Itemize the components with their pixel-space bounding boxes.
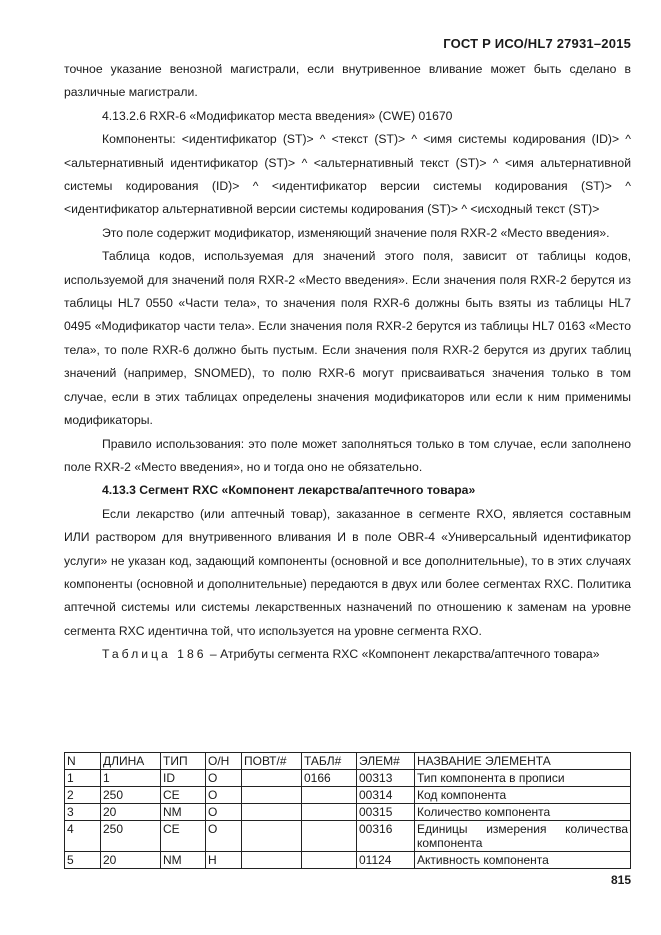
header-cell: ЭЛЕМ# xyxy=(357,753,415,770)
header-cell: НАЗВАНИЕ ЭЛЕМЕНТА xyxy=(415,753,631,770)
table-cell: О xyxy=(206,787,242,804)
table-cell xyxy=(242,852,302,869)
table-cell: 5 xyxy=(65,852,101,869)
section-heading-4-13-3: 4.13.3 Сегмент RXC «Компонент лекарства/аптечного товара» xyxy=(102,483,476,498)
table-row xyxy=(65,852,631,869)
table-cell: 250 xyxy=(101,821,161,852)
table-cell: 1 xyxy=(65,770,101,787)
document-header: ГОСТ Р ИСО/HL7 27931–2015 xyxy=(443,36,631,51)
header-cell: ТАБЛ# xyxy=(302,753,357,770)
table-cell: CE xyxy=(161,787,206,804)
table-cell xyxy=(242,770,302,787)
table-caption-text: – Атрибуты сегмента RXC «Компонент лекарства/аптечного товара» xyxy=(209,647,600,662)
table-cell: О xyxy=(206,821,242,852)
header-cell: ДЛИНА xyxy=(101,753,161,770)
header-cell: О/Н xyxy=(206,753,242,770)
paragraph: Если лекарство (или аптечный товар), заказанное в сегменте RXO, является составным ИЛИ раствором для внутривенного вливания И в поле OBR-4 «Универсальный идентификатор услуги» не указан код, задающий компоненты (основной и все дополнительные), то в этих случаях компоненты (основной и дополнительные) передаются в двух или более сегментах RXC. Политика аптечной системы или системы лекарственных назначений по отношению к заменам на уровне сегмента RXC идентична той, что используется на уровне сегмента RXO. xyxy=(64,506,631,638)
paragraph: Таблица кодов, используемая для значений этого поля, зависит от таблицы кодов, используемой для значений поля RXR-2 «Место введения». Если значения поля RXR-2 берутся из таблицы HL7 0550 «Части тела», то значения поля RXR-6 должны быть взяты из таблицы HL7 0495 «Модификатор части тела». Если значения поля RXR-2 берутся из таблицы HL7 0163 «Место тела», то поле RXR-6 должно быть пустым. Если значения поля RXR-2 берутся из других таблиц значений (например, SNOMED), то полю RXR-6 могут присваиваться значения только в том случае, если в этих таблицах определены значения модификаторов или если к ним применимы модификаторы. xyxy=(64,249,631,428)
table-cell: Н xyxy=(206,852,242,869)
table-cell: NM xyxy=(161,852,206,869)
page-body xyxy=(64,58,631,667)
table-caption xyxy=(64,643,631,666)
rxc-attributes-table xyxy=(64,752,631,869)
table-cell: 4 xyxy=(65,821,101,852)
table-row xyxy=(65,821,631,852)
table-cell xyxy=(302,821,357,852)
table-cell: 01124 xyxy=(357,852,415,869)
table-cell: 3 xyxy=(65,804,101,821)
page-number: 815 xyxy=(610,873,631,887)
table-caption-label: Таблица 186 xyxy=(102,647,207,662)
table-cell: 00315 xyxy=(357,804,415,821)
table-cell: 0166 xyxy=(302,770,357,787)
table-cell xyxy=(242,787,302,804)
table-cell: 00316 xyxy=(357,821,415,852)
paragraph-components: Компоненты: <идентификатор (ST)> ^ <текст (ST)> ^ <имя системы кодирования (ID)> ^ <альтернативный идентификатор (ST)> ^ <альтернативный текст (ST)> ^ <имя альтернативной системы кодирования (ID)> ^ <идентификатор версии системы кодирования (ST)> ^ <идентификатор альтернативной версии системы кодирования (ST)> ^ <исходный текст (ST)> xyxy=(64,132,631,217)
table-cell xyxy=(242,821,302,852)
header-cell: N xyxy=(65,753,101,770)
table-row xyxy=(65,804,631,821)
paragraph: Это поле содержит модификатор, изменяющий значение поля RXR-2 «Место введения». xyxy=(102,225,610,240)
table-cell: CE xyxy=(161,821,206,852)
paragraph: точное указание венозной магистрали, если внутривенное вливание может быть сделано в различные магистрали. xyxy=(64,62,631,100)
table-cell: 00313 xyxy=(357,770,415,787)
table-row xyxy=(65,787,631,804)
table-cell xyxy=(302,804,357,821)
table-cell: 20 xyxy=(101,804,161,821)
table-cell: О xyxy=(206,770,242,787)
table-cell: 1 xyxy=(101,770,161,787)
header-cell: ТИП xyxy=(161,753,206,770)
table-cell: ID xyxy=(161,770,206,787)
table-cell: Тип компонента в прописи xyxy=(415,770,631,787)
table-cell: NM xyxy=(161,804,206,821)
table-row xyxy=(65,770,631,787)
table-cell: О xyxy=(206,804,242,821)
table-header-row xyxy=(65,753,631,770)
table-cell: Единицы измерения количества компонента xyxy=(415,821,631,852)
table-cell xyxy=(302,852,357,869)
table-cell: 2 xyxy=(65,787,101,804)
table-cell xyxy=(302,787,357,804)
section-heading-4-13-2-6: 4.13.2.6 RXR-6 «Модификатор места введения» (CWE) 01670 xyxy=(102,108,453,123)
header-cell: ПОВТ/# xyxy=(242,753,302,770)
table-cell: 250 xyxy=(101,787,161,804)
table-cell: Количество компонента xyxy=(415,804,631,821)
paragraph-usage-rule: Правило использования: это поле может заполняться только в том случае, если заполнено поле RXR-2 «Место введения», но и тогда оно не обязательно. xyxy=(64,436,631,474)
table-cell xyxy=(242,804,302,821)
table-cell: 20 xyxy=(101,852,161,869)
table-cell: 00314 xyxy=(357,787,415,804)
table-cell: Активность компонента xyxy=(415,852,631,869)
table-cell: Код компонента xyxy=(415,787,631,804)
